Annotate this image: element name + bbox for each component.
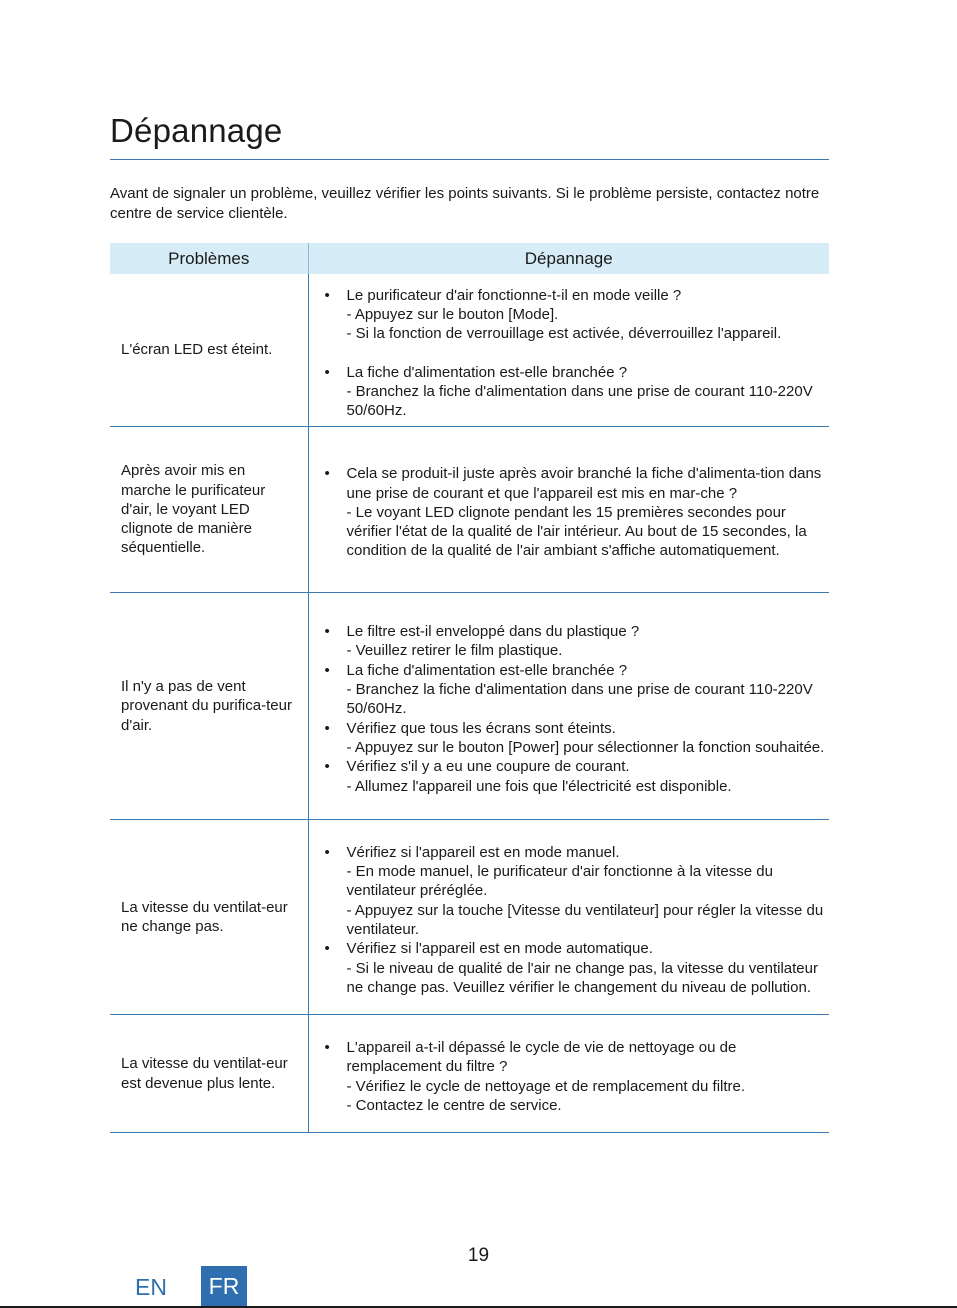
question-text: La fiche d'alimentation est-elle branchée ? [346, 661, 628, 679]
problem-cell: Après avoir mis en marche le purificateur d'air, le voyant LED clignote de manière séquentielle. [110, 427, 308, 593]
solution-cell [308, 820, 829, 1015]
solution-list [322, 286, 830, 421]
list-item [347, 1038, 830, 1115]
list-item [347, 622, 830, 661]
page-number: 19 [467, 1245, 490, 1266]
question-text: Vérifiez si l'appareil est en mode manuel. [346, 843, 620, 861]
answer-text: - Si la fonction de verrouillage est activée, déverrouillez l'appareil. [346, 325, 782, 343]
answer-text: - Appuyez sur le bouton [Mode]. [346, 305, 559, 323]
table-row [110, 593, 829, 820]
language-tab-en[interactable]: EN [135, 1274, 167, 1300]
answer-text: - Branchez la fiche d'alimentation dans une prise de courant 110-220V 50/60Hz. [346, 382, 813, 420]
list-item [347, 363, 830, 421]
answer-text: - Branchez la fiche d'alimentation dans une prise de courant 110-220V 50/60Hz. [346, 681, 813, 718]
list-item [347, 661, 830, 719]
question-text: Le purificateur d'air fonctionne-t-il en mode veille ? [346, 286, 682, 304]
answer-text: - En mode manuel, le purificateur d'air fonctionne à la vitesse du ventilateur préréglée. [346, 863, 773, 900]
title-divider [110, 159, 829, 160]
list-item [347, 719, 830, 758]
table-row [110, 427, 829, 593]
list-item [347, 843, 830, 939]
solution-list [322, 843, 830, 997]
list-item [347, 464, 830, 560]
problem-cell: La vitesse du ventilat-eur ne change pas. [110, 820, 308, 1015]
problem-cell: Il n'y a pas de vent provenant du purifica-teur d'air. [110, 593, 308, 820]
language-tab-fr[interactable]: FR [201, 1266, 247, 1306]
question-text: Le filtre est-il enveloppé dans du plastique ? [346, 623, 640, 641]
answer-text: - Le voyant LED clignote pendant les 15 premières secondes pour vérifier l'état de la qualité de l'air intérieur. Au bout de 15 secondes, la condition de la qualité de l'air ambiant s'affiche automatiquement. [346, 503, 807, 560]
solution-list [322, 464, 830, 560]
troubleshooting-table [110, 243, 829, 1133]
solution-cell [308, 427, 829, 593]
answer-text: - Appuyez sur la touche [Vitesse du ventilateur] pour régler la vitesse du ventilateur. [346, 901, 824, 938]
table-row [110, 820, 829, 1015]
answer-text: - Allumez l'appareil une fois que l'électricité est disponible. [346, 777, 732, 795]
question-text: Cela se produit-il juste après avoir branché la fiche d'alimenta-tion dans une prise de courant et que l'appareil est mis en mar-che ? [346, 465, 822, 502]
question-text: La fiche d'alimentation est-elle branchée ? [346, 363, 628, 381]
problem-cell: L'écran LED est éteint. [110, 274, 308, 427]
header-problems: Problèmes [110, 243, 308, 274]
solution-list [322, 622, 830, 796]
answer-text: - Veuillez retirer le film plastique. [346, 642, 563, 660]
answer-text: - Si le niveau de qualité de l'air ne change pas, la vitesse du ventilateur ne change pas. Veuillez vérifier le changement du niveau de pollution. [346, 959, 818, 996]
list-item [347, 939, 830, 997]
solution-cell [308, 1015, 829, 1133]
header-troubleshooting: Dépannage [308, 243, 829, 274]
list-item [347, 286, 830, 344]
table-row [110, 1015, 829, 1133]
intro-paragraph: Avant de signaler un problème, veuillez vérifier les points suivants. Si le problème persiste, contactez notre centre de service clientèle. [110, 185, 820, 222]
question-text: L'appareil a-t-il dépassé le cycle de vie de nettoyage ou de remplacement du filtre ? [346, 1038, 737, 1076]
solution-cell [308, 593, 829, 820]
table-row [110, 274, 829, 427]
list-item [347, 757, 830, 796]
answer-text: - Contactez le centre de service. [346, 1096, 562, 1114]
problem-cell: La vitesse du ventilat-eur est devenue plus lente. [110, 1015, 308, 1133]
table-header-row [110, 243, 829, 274]
answer-text: - Vérifiez le cycle de nettoyage et de remplacement du filtre. [346, 1077, 746, 1095]
question-text: Vérifiez s'il y a eu une coupure de courant. [346, 758, 630, 776]
question-text: Vérifiez que tous les écrans sont éteints. [346, 719, 616, 737]
question-text: Vérifiez si l'appareil est en mode automatique. [346, 940, 653, 958]
solution-cell [308, 274, 829, 427]
answer-text: - Appuyez sur le bouton [Power] pour sélectionner la fonction souhaitée. [346, 738, 825, 756]
page-title: Dépannage [110, 112, 283, 149]
solution-list [322, 1038, 830, 1115]
